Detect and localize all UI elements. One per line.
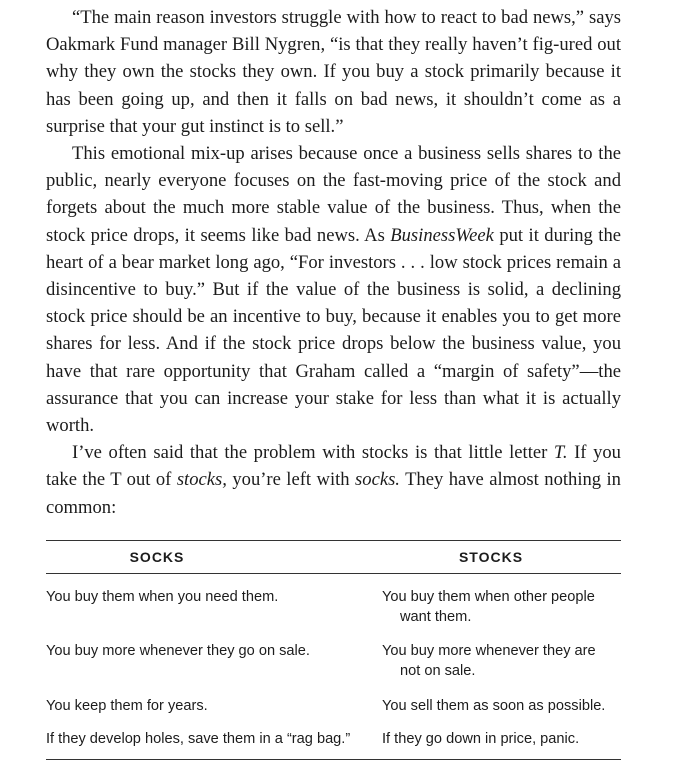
paragraph-text: you’re left with [226, 469, 356, 491]
table-row [46, 587, 621, 627]
emphasis-letter-t: T. [553, 442, 568, 464]
stocks-cell-continuation: want them. [400, 609, 472, 625]
table-row [46, 696, 621, 716]
paragraph-emotional-mixup [46, 140, 621, 439]
paragraph-nygren-quote [46, 4, 621, 140]
stocks-cell [382, 729, 621, 749]
table-row [46, 641, 621, 681]
socks-cell: You buy more whenever they go on sale. [46, 643, 310, 659]
paragraph-text: “The main reason investors struggle with how to react to bad news,” says Oakmark Fund manager Bill Nygren, “is that they really haven’t fig-ured out why they own the stocks they own. If you buy a stock primarily because it has been going up, and then it falls on bad news, it shouldn’t come as a surprise that your gut instinct is to sell.” [46, 7, 621, 137]
paragraph-text: I’ve often said that the problem with stocks is that little letter [72, 442, 554, 464]
table-row [46, 729, 621, 749]
stocks-cell-continuation: not on sale. [400, 663, 476, 679]
stocks-cell [382, 641, 621, 681]
paragraph-text: They have almost nothing in common: [46, 469, 621, 518]
publication-name: BusinessWeek [390, 224, 494, 246]
socks-cell: If they develop holes, save them in a “rag bag.” [46, 731, 351, 747]
socks-vs-stocks-table [46, 540, 621, 760]
table-header [46, 541, 621, 574]
column-header-stocks: STOCKS [458, 549, 524, 565]
socks-cell: You buy them when you need them. [46, 589, 279, 605]
emphasis-socks: socks. [355, 469, 400, 491]
stocks-cell-line: You sell them as soon as possible. [382, 698, 606, 714]
paragraph-text: If you take the T out of [46, 442, 621, 491]
stocks-cell-line: If they go down in price, panic. [382, 731, 580, 747]
text-body [46, 4, 621, 521]
socks-cell: You keep them for years. [46, 698, 208, 714]
stocks-cell [382, 696, 621, 716]
paragraph-socks-stocks [46, 439, 621, 521]
paragraph-text: This emotional mix-up arises because once a business sells shares to the public, nearly everyone focuses on the fast-moving price of the stock and forgets about the much more stable value of the business. Thus, when the stock price drops, it seems like bad news. As [46, 143, 621, 246]
column-header-socks: SOCKS [129, 549, 185, 565]
paragraph-text: put it during the heart of a bear market long ago, “For investors . . . low stock prices remain a disincentive to buy.” But if the value of the business is solid, a declining stock price should be an incentive to buy, because it enables you to get more shares for less. And if the stock price drops below the business value, you have that rare opportunity that Graham called a “margin of safety”—the assurance that you can increase your stake for less than what it is actually worth. [46, 224, 621, 437]
stocks-cell [382, 587, 621, 627]
stocks-cell-line: You buy more whenever they are [382, 643, 596, 659]
emphasis-stocks: stocks, [176, 469, 227, 491]
stocks-cell-line: You buy them when other people [382, 589, 595, 605]
